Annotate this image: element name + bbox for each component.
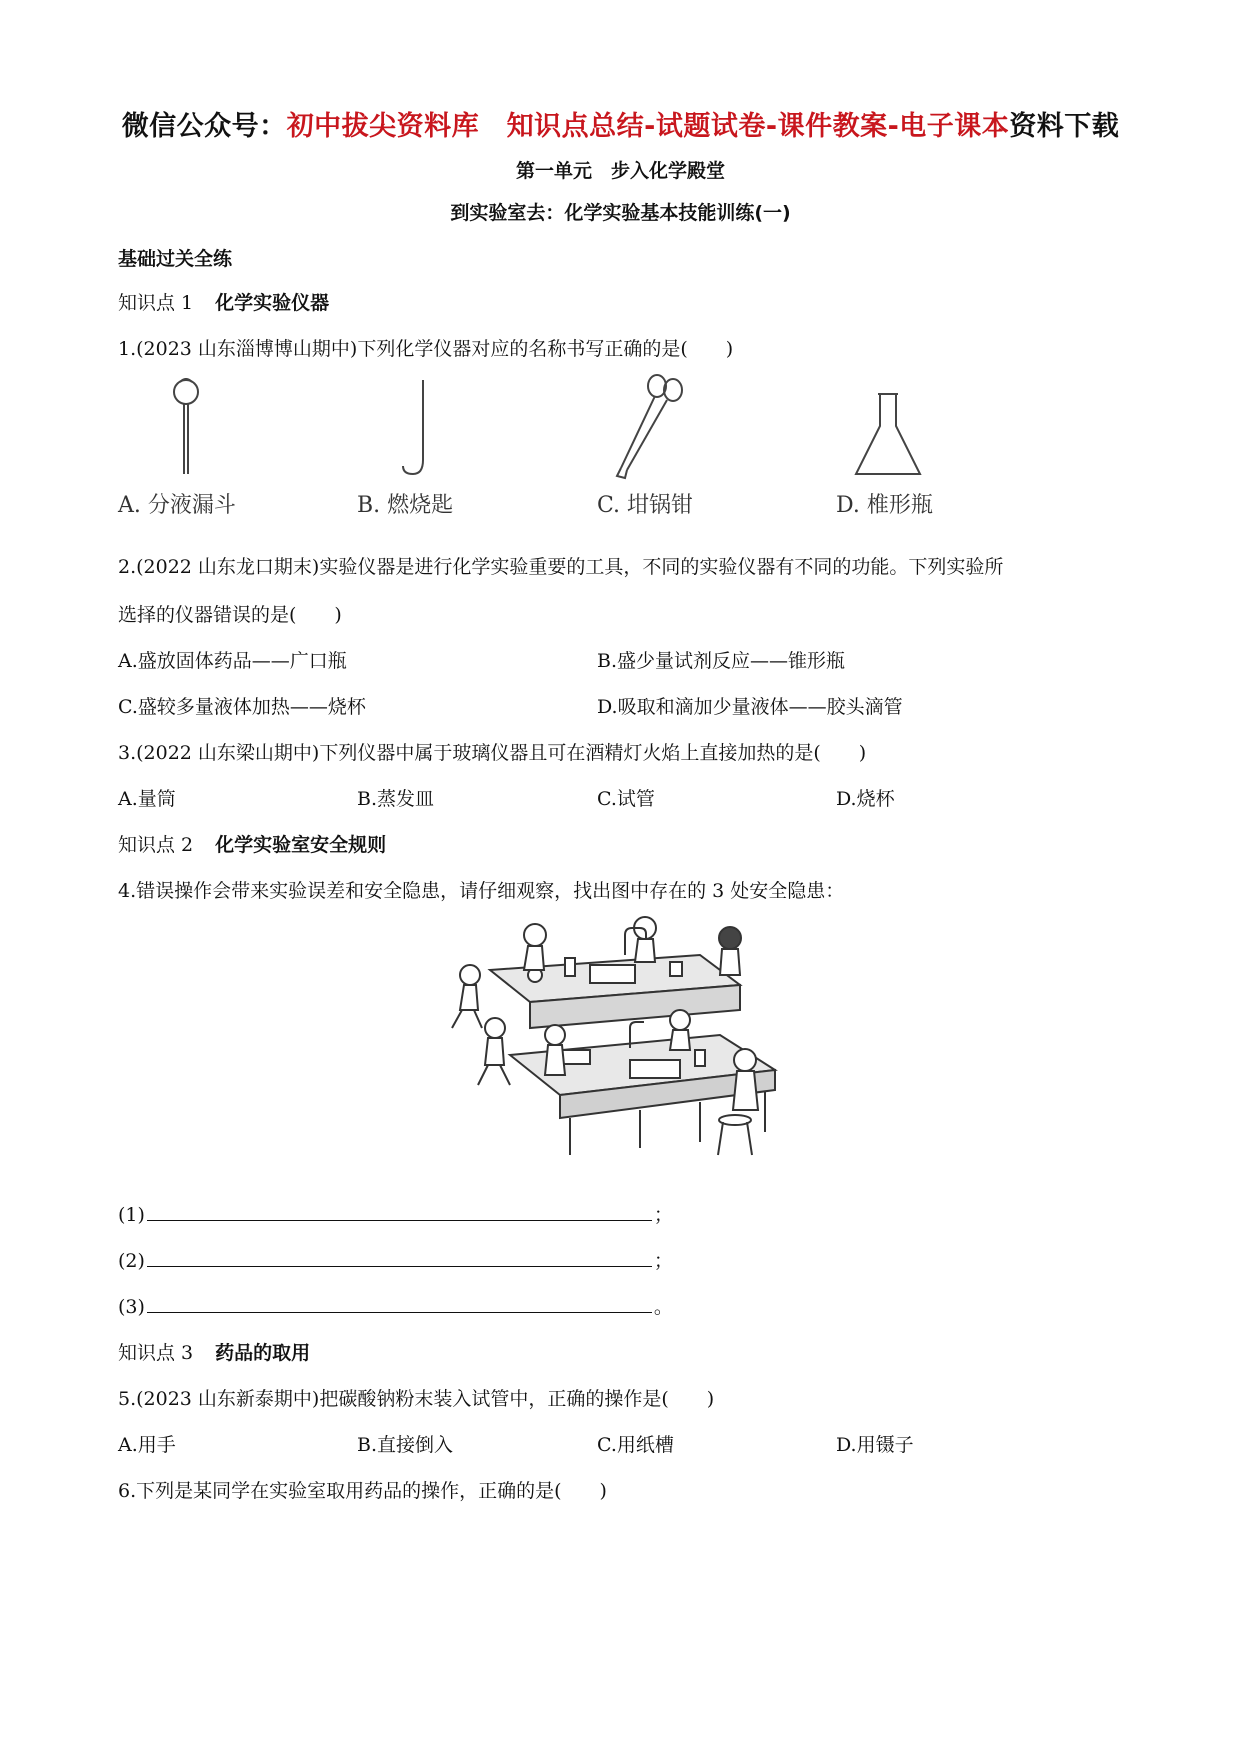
practice-heading: 基础过关全练 xyxy=(118,248,233,270)
q5-option-d: D.用镊子 xyxy=(836,1434,914,1456)
q5-option-c: C.用纸槽 xyxy=(597,1434,674,1456)
q4-blank-3-label: (3) xyxy=(118,1296,145,1318)
q1-option-d: D. 椎形瓶 xyxy=(836,493,933,518)
q2-option-c: C.盛较多量液体加热——烧杯 xyxy=(118,696,366,718)
q3-option-d: D.烧杯 xyxy=(836,788,895,810)
q3-option-a: A.量筒 xyxy=(118,788,176,810)
q3-option-b: B.蒸发皿 xyxy=(357,788,435,810)
q1-stem: 1.(2023 山东淄博博山期中)下列化学仪器对应的名称书写正确的是( ) xyxy=(118,338,734,360)
q5-stem: 5.(2023 山东新泰期中)把碳酸钠粉末装入试管中，正确的操作是( ) xyxy=(118,1388,715,1410)
banner-prefix: 微信公众号： xyxy=(121,111,287,142)
q4-stem: 4.错误操作会带来实验误差和安全隐患，请仔细观察，找出图中存在的 3 处安全隐患： xyxy=(118,880,845,902)
q2-stem-line1: 2.(2022 山东龙口期末)实验仪器是进行化学实验重要的工具，不同的实验仪器有不同的功能。下列实验所 xyxy=(118,556,1004,578)
section-3-number: 知识点 3 xyxy=(118,1342,194,1364)
q4-blank-2-line[interactable] xyxy=(147,1248,652,1267)
dropper-icon xyxy=(160,378,220,478)
q4-blank-2-label: (2) xyxy=(118,1250,145,1272)
q2-stem-line2: 选择的仪器错误的是( ) xyxy=(118,604,342,626)
q2-option-b: B.盛少量试剂反应——锥形瓶 xyxy=(597,650,846,672)
lab-scene-illustration xyxy=(440,910,795,1165)
q1-option-b: B. 燃烧匙 xyxy=(357,493,454,518)
q4-blank-3[interactable] xyxy=(118,1292,673,1319)
section-3-title: 药品的取用 xyxy=(215,1342,311,1364)
crucible-tongs-icon xyxy=(605,372,685,482)
section-1-heading xyxy=(118,288,329,315)
q4-blank-2-end: ； xyxy=(653,1250,673,1272)
q4-blank-3-end: 。 xyxy=(653,1296,673,1318)
q5-option-b: B.直接倒入 xyxy=(357,1434,454,1456)
lesson-title: 到实验室去：化学实验基本技能训练(一) xyxy=(450,202,791,224)
q3-option-c: C.试管 xyxy=(597,788,655,810)
q4-blank-1-line[interactable] xyxy=(147,1202,652,1221)
q4-blank-1[interactable] xyxy=(118,1200,673,1227)
q4-blank-1-end: ； xyxy=(653,1204,673,1226)
banner-suffix: 资料下载 xyxy=(1009,111,1120,142)
unit-title: 第一单元 步入化学殿堂 xyxy=(515,160,725,182)
q6-stem: 6.下列是某同学在实验室取用药品的操作，正确的是( ) xyxy=(118,1480,607,1502)
conical-flask-icon xyxy=(848,390,928,480)
section-2-heading xyxy=(118,830,386,857)
section-2-number: 知识点 2 xyxy=(118,834,194,856)
combustion-spoon-icon xyxy=(395,378,445,478)
q1-option-a: A. 分液漏斗 xyxy=(118,493,236,518)
banner xyxy=(0,104,1241,143)
q1-option-c: C. 坩锅钳 xyxy=(597,493,694,518)
q2-option-a: A.盛放固体药品——广口瓶 xyxy=(118,650,347,672)
q5-option-a: A.用手 xyxy=(118,1434,176,1456)
q4-blank-1-label: (1) xyxy=(118,1204,145,1226)
q4-blank-2[interactable] xyxy=(118,1246,673,1273)
banner-highlight: 初中拔尖资料库 知识点总结-试题试卷-课件教案-电子课本 xyxy=(286,111,1010,142)
q3-stem: 3.(2022 山东梁山期中)下列仪器中属于玻璃仪器且可在酒精灯火焰上直接加热的是( ) xyxy=(118,742,867,764)
section-1-title: 化学实验仪器 xyxy=(215,292,330,314)
section-3-heading xyxy=(118,1338,310,1365)
section-1-number: 知识点 1 xyxy=(118,292,194,314)
q2-option-d: D.吸取和滴加少量液体——胶头滴管 xyxy=(597,696,903,718)
section-2-title: 化学实验室安全规则 xyxy=(215,834,387,856)
q4-blank-3-line[interactable] xyxy=(147,1294,652,1313)
